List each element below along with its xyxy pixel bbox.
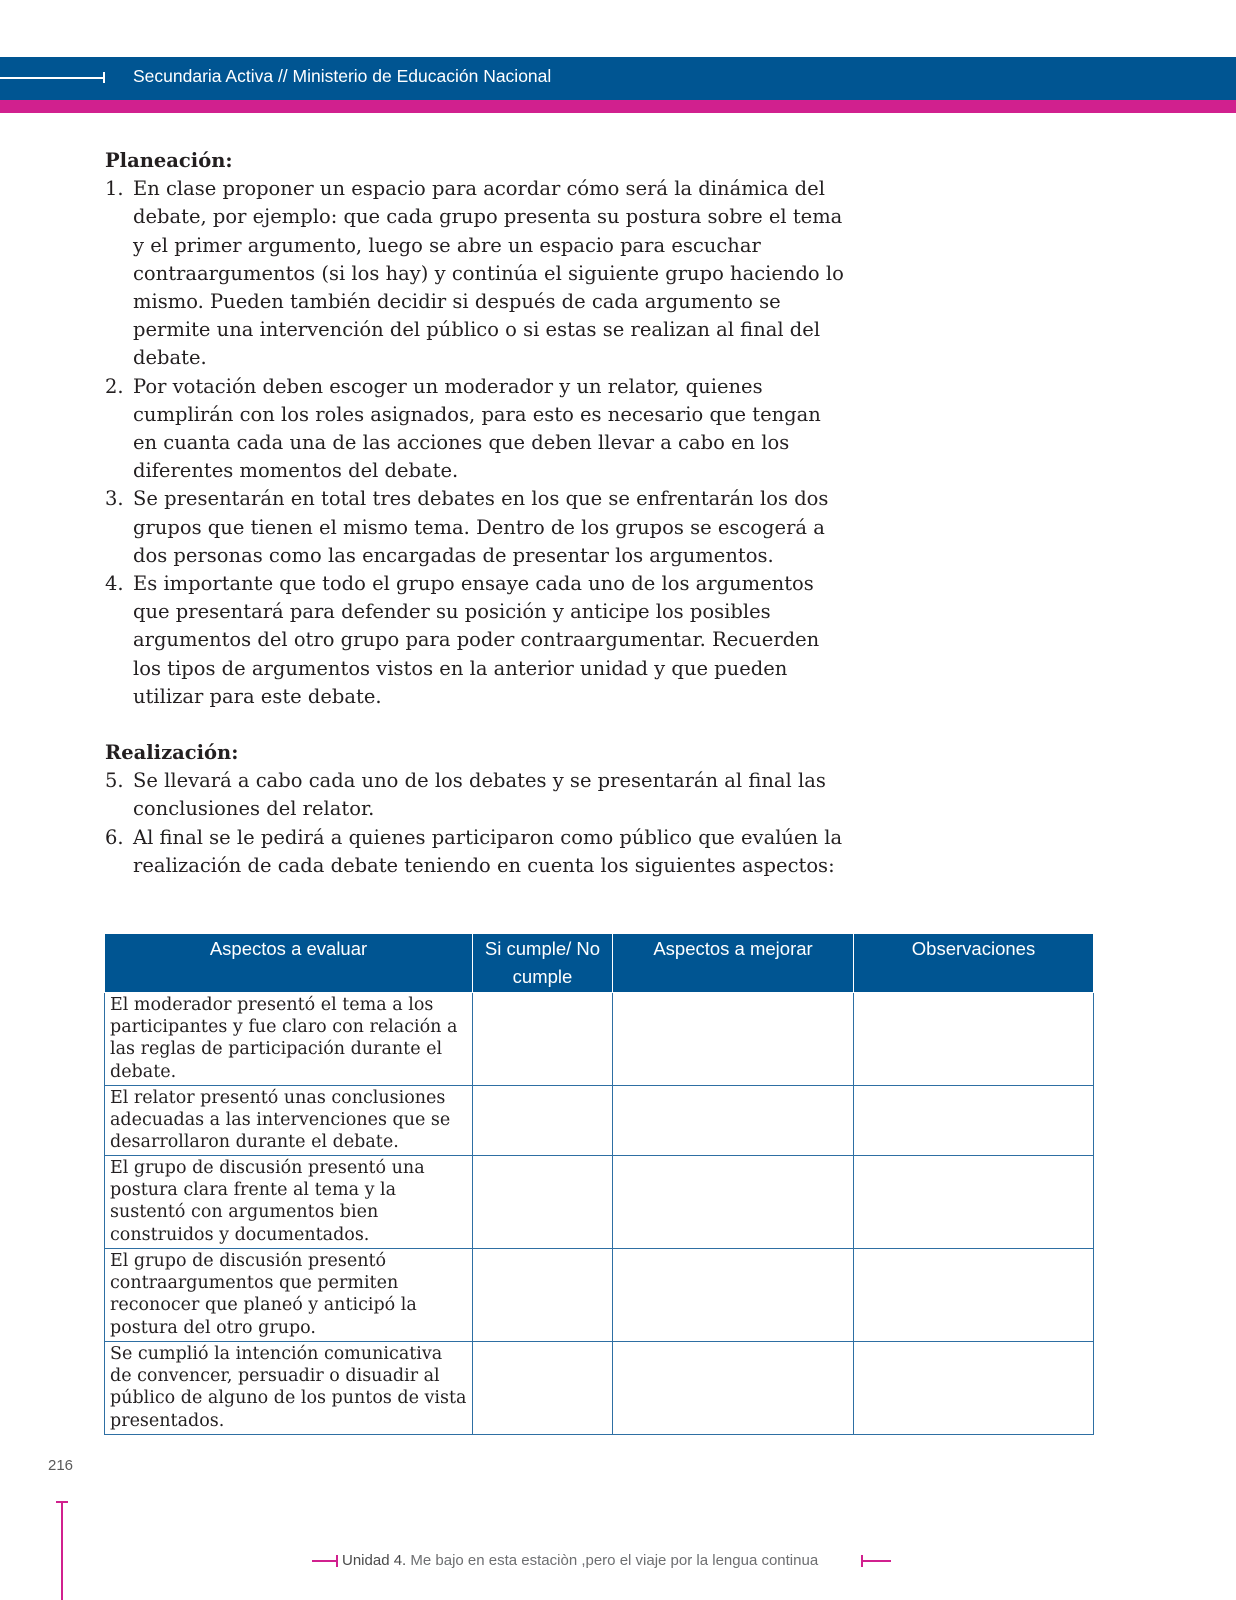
mejorar-cell[interactable] (613, 1342, 854, 1435)
footer-unit-label: Unidad 4. (342, 1552, 407, 1569)
column-header-aspectos: Aspectos a evaluar (105, 934, 473, 993)
aspect-cell: El relator presentó unas conclusiones adecuadas a las intervenciones que se desarrollaron durante el debate. (105, 1086, 473, 1156)
cumple-cell[interactable] (473, 1156, 613, 1249)
aspect-cell: Se cumplió la intención comunicativa de convencer, persuadir o disuadir al público de alguno de los puntos de vista presentados. (105, 1342, 473, 1435)
item-text: Es importante que todo el grupo ensaye cada uno de los argumentos que presentará para defender su posición y anticipe los posibles argumentos del otro grupo para poder contraargumentar. Recuerden los tipos de argumentos vistos en la anterior unidad y que pueden utilizar para este debate. (133, 572, 820, 708)
item-number: 2. (105, 374, 124, 398)
observaciones-cell[interactable] (854, 1249, 1094, 1342)
column-header-cumple: Si cumple/ No cumple (473, 934, 613, 993)
planeacion-list (105, 175, 845, 711)
item-number: 1. (105, 177, 124, 201)
header-rule (0, 77, 104, 79)
main-content (105, 147, 845, 880)
aspect-cell: El grupo de discusión presentó contraargumentos que permiten reconocer que planeó y anticipó la postura del otro grupo. (105, 1249, 473, 1342)
table-row (105, 1156, 1094, 1249)
footer-rule-left (312, 1560, 337, 1562)
table-header-row (105, 934, 1094, 993)
list-item (105, 175, 845, 372)
table-row (105, 1086, 1094, 1156)
mejorar-cell[interactable] (613, 993, 854, 1086)
list-item (105, 373, 845, 486)
item-text: Se presentarán en total tres debates en los que se enfrentarán los dos grupos que tienen el mismo tema. Dentro de los grupos se escogerá a dos personas como las encargadas de presentar los argumentos. (133, 487, 829, 567)
table-row (105, 1342, 1094, 1435)
side-rule (61, 1501, 63, 1600)
aspect-cell: El moderador presentó el tema a los participantes y fue claro con relación a las reglas de participación durante el debate. (105, 993, 473, 1086)
item-text: Se llevará a cabo cada uno de los debates y se presentarán al final las conclusiones del relator. (133, 769, 826, 821)
evaluation-table (104, 933, 1094, 1435)
item-text: En clase proponer un espacio para acordar cómo será la dinámica del debate, por ejemplo: que cada grupo presenta su postura sobre el tema y el primer argumento, luego se abre un espacio para escuchar contraargumentos (si los hay) y continúa el siguiente grupo haciendo lo mismo. Pueden también decidir si después de cada argumento se permite una intervención del público o si estas se realizan al final del debate. (133, 177, 844, 370)
observaciones-cell[interactable] (854, 1156, 1094, 1249)
footer-rule-left-tick (336, 1555, 338, 1567)
item-text: Al final se le pedirá a quienes participaron como público que evalúen la realización de cada debate teniendo en cuenta los siguientes aspectos: (133, 825, 843, 877)
observaciones-cell[interactable] (854, 993, 1094, 1086)
section-heading-planeacion: Planeación: (105, 149, 233, 172)
cumple-cell[interactable] (473, 1086, 613, 1156)
observaciones-cell[interactable] (854, 1342, 1094, 1435)
header-title: Secundaria Activa // Ministerio de Educación Nacional (133, 66, 552, 86)
side-rule-tick (56, 1501, 68, 1503)
list-item (105, 570, 845, 711)
mejorar-cell[interactable] (613, 1156, 854, 1249)
table-row (105, 993, 1094, 1086)
page-number: 216 (48, 1457, 74, 1474)
header-rule-tick (103, 72, 105, 83)
mejorar-cell[interactable] (613, 1086, 854, 1156)
cumple-cell[interactable] (473, 993, 613, 1086)
section-heading-realizacion: Realización: (105, 741, 239, 765)
list-item (105, 824, 845, 880)
observaciones-cell[interactable] (854, 1086, 1094, 1156)
footer-unit-title: Me bajo en esta estaciòn ,pero el viaje por la lengua continua (410, 1552, 819, 1569)
table-row (105, 1249, 1094, 1342)
mejorar-cell[interactable] (613, 1249, 854, 1342)
cumple-cell[interactable] (473, 1342, 613, 1435)
aspect-cell: El grupo de discusión presentó una postura clara frente al tema y la sustentó con argumentos bien construidos y documentados. (105, 1156, 473, 1249)
list-item (105, 767, 845, 823)
column-header-mejorar: Aspectos a mejorar (613, 934, 854, 993)
item-number: 4. (105, 572, 124, 596)
footer-rule-right (862, 1560, 891, 1562)
item-number: 5. (105, 769, 124, 793)
column-header-observaciones: Observaciones (854, 934, 1094, 993)
footer-unit (342, 1552, 818, 1569)
realizacion-list (105, 767, 845, 880)
item-number: 6. (105, 825, 124, 849)
item-text: Por votación deben escoger un moderador y un relator, quienes cumplirán con los roles asignados, para esto es necesario que tengan en cuanta cada una de las acciones que deben llevar a cabo en los diferentes momentos del debate. (133, 374, 821, 483)
header-accent-stripe (0, 100, 1236, 113)
item-number: 3. (105, 487, 124, 511)
cumple-cell[interactable] (473, 1249, 613, 1342)
list-item (105, 485, 845, 570)
